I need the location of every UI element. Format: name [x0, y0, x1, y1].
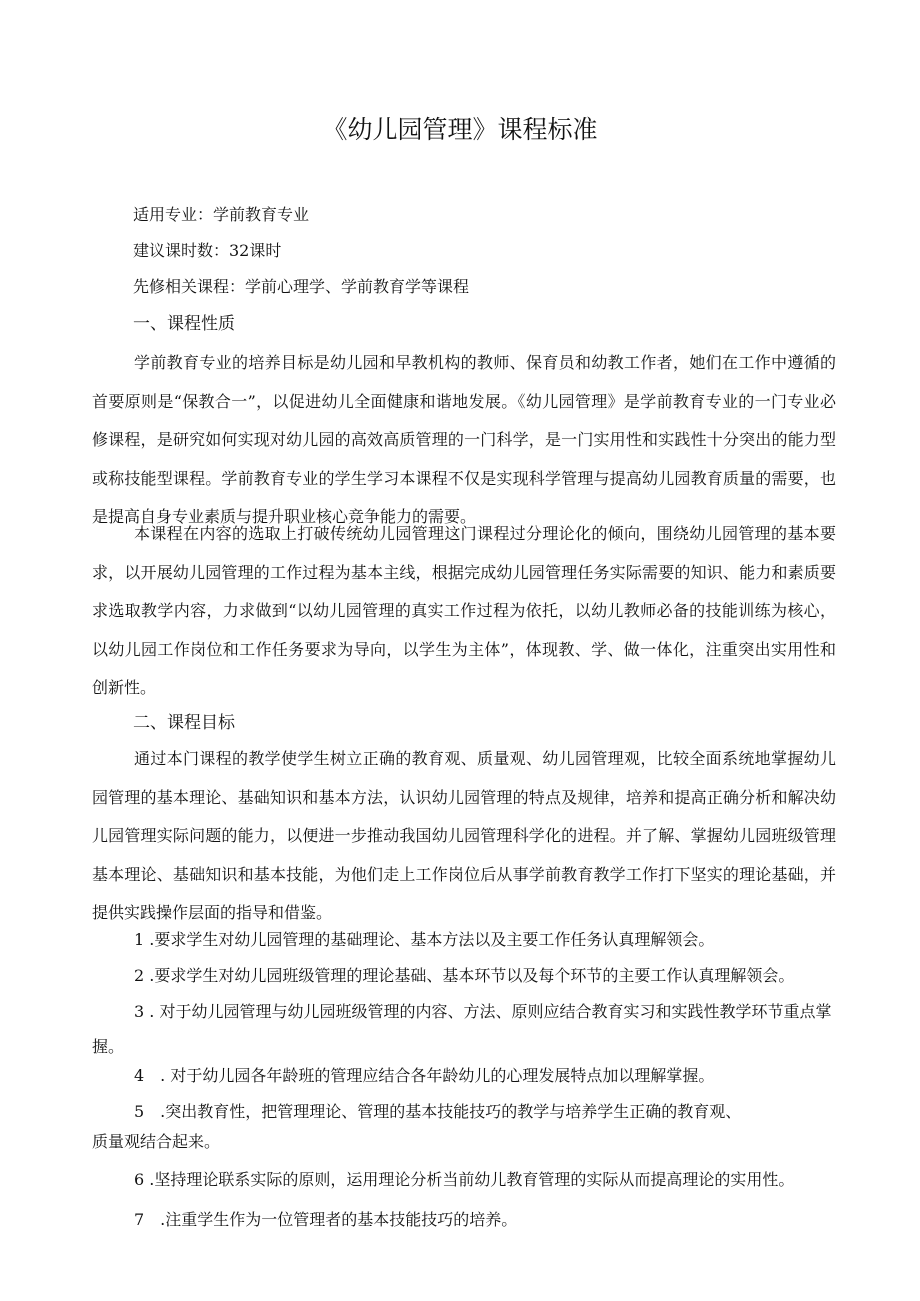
goal-item-5: 5 .突出教育性，把管理理论、管理的基本技能技巧的教学与培养学生正确的教育观、 [134, 1102, 742, 1121]
suggested-hours: 建议课时数：32课时 [133, 241, 282, 260]
goal-item-3: 3 . 对于幼儿园管理与幼儿园班级管理的内容、方法、原则应结合教育实习和实践性教学环节重点掌握。 [92, 1002, 832, 1056]
paragraph-course-nature-1: 学前教育专业的培养目标是幼儿园和早教机构的教师、保育员和幼教工作者，她们在工作中遵循的首要原则是“保教合一”，以促进幼儿全面健康和谐地发展。《幼儿园管理》是学前教育专业的一门专业必修课程，是研究如何实现对幼儿园的高效高质管理的一门科学，是一门实用性和实践性十分突出的能力型或称技能型课程。学前教育专业的学生学习本课程不仅是实现科学管理与提高幼儿园教育质量的需要，也是提高自身专业素质与提升职业核心竞争能力的需要。 [92, 353, 836, 526]
goal-item-2: 2 .要求学生对幼儿园班级管理的理论基础、基本环节以及每个环节的主要工作认真理解领会。 [134, 966, 795, 985]
paragraph-course-goals: 通过本门课程的教学使学生树立正确的教育观、质量观、幼儿园管理观，比较全面系统地掌握幼儿园管理的基本理论、基础知识和基本方法，认识幼儿园管理的特点及规律，培养和提高正确分析和解决幼儿园管理实际问题的能力，以便进一步推动我国幼儿园管理科学化的进程。并了解、掌握幼儿园班级管理基本理论、基础知识和基本技能，为他们走上工作岗位后从事学前教育教学工作打下坚实的理论基础，并提供实践操作层面的指导和借鉴。 [92, 749, 836, 922]
goal-item-1: 1 .要求学生对幼儿园管理的基础理论、基本方法以及主要工作任务认真理解领会。 [134, 930, 715, 949]
goal-item-6: 6 .坚持理论联系实际的原则，运用理论分析当前幼儿教育管理的实际从而提高理论的实用性。 [134, 1170, 795, 1189]
prerequisite-courses: 先修相关课程：学前心理学、学前教育学等课程 [133, 277, 470, 296]
applicable-major: 适用专业：学前教育专业 [133, 205, 310, 224]
document-title: 《幼儿园管理》课程标准 [322, 115, 598, 144]
goal-item-5-continued: 质量观结合起来。 [92, 1132, 221, 1151]
goal-item-7: 7 .注重学生作为一位管理者的基本技能技巧的培养。 [134, 1210, 518, 1229]
paragraph-course-nature-2: 本课程在内容的选取上打破传统幼儿园管理这门课程过分理论化的倾向，围绕幼儿园管理的基本要求，以开展幼儿园管理的工作过程为基本主线，根据完成幼儿园管理任务实际需要的知识、能力和素质要求选取教学内容，力求做到“以幼儿园管理的真实工作过程为依托，以幼儿教师必备的技能训练为核心，以幼儿园工作岗位和工作任务要求为导向，以学生为主体”，体现教、学、做一体化，注重突出实用性和创新性。 [92, 524, 836, 697]
section-heading-course-goals: 二、课程目标 [133, 713, 235, 733]
section-heading-course-nature: 一、课程性质 [133, 314, 235, 334]
goal-item-4: 4 . 对于幼儿园各年龄班的管理应结合各年龄幼儿的心理发展特点加以理解掌握。 [134, 1066, 715, 1085]
